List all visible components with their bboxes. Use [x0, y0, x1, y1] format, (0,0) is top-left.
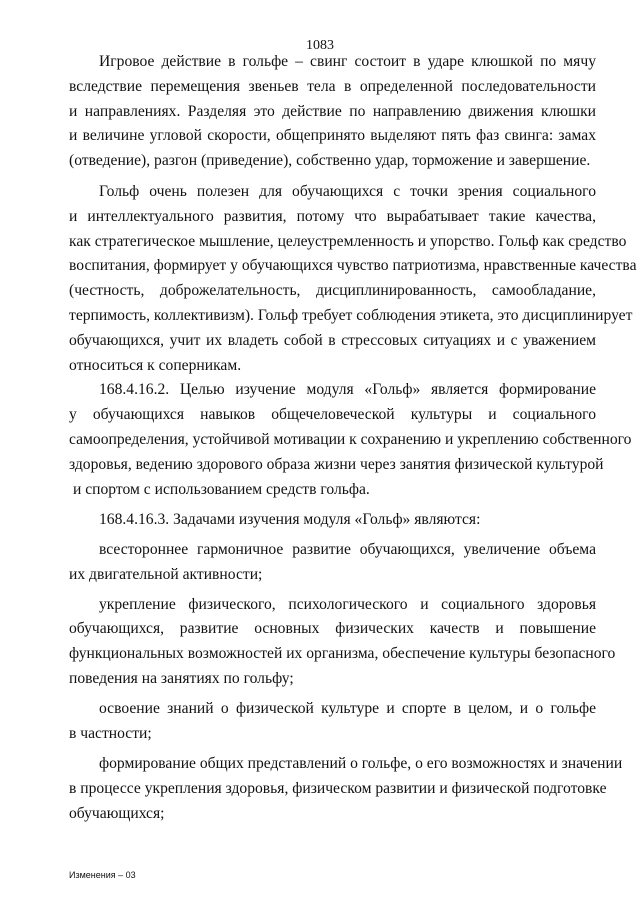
text-line: (честность, доброжелательность, дисциплинированность, самообладание,: [69, 282, 596, 299]
text-line: 168.4.16.2. Целью изучение модуля «Гольф» является формирование: [99, 381, 596, 398]
text-line: (отведение), разгон (приведение), собственно удар, торможение и завершение.: [69, 152, 591, 169]
text-line: обучающихся, развитие основных физических качеств и повышение: [69, 620, 596, 637]
text-line: укрепление физического, психологического и социального здоровья: [99, 596, 596, 613]
text-line: как стратегическое мышление, целеустремленность и упорство. Гольф как средство: [69, 233, 627, 250]
footer-revision: Изменения – 03: [69, 870, 136, 880]
text-line: обучающихся, учит их владеть собой в стрессовых ситуациях и с уважением: [69, 332, 596, 349]
text-line: и направлениях. Разделяя это действие по направлению движения клюшки: [69, 103, 596, 120]
text-line: и величине угловой скорости, общепринято выделяют пять фаз свинга: замах: [69, 127, 596, 144]
text-line: терпимость, коллективизм). Гольф требует соблюдения этикета, это дисциплинирует: [69, 307, 633, 324]
page-number: 1083: [306, 38, 334, 53]
text-line: здоровья, ведению здорового образа жизни через занятия физической культурой: [69, 456, 604, 473]
text-line: их двигательной активности;: [69, 566, 263, 583]
text-line: и спортом с использованием средств гольфа.: [73, 481, 370, 498]
text-line: освоение знаний о физической культуре и спорте в целом, и о гольфе: [99, 700, 596, 717]
text-line: Игровое действие в гольфе – свинг состоит в ударе клюшкой по мячу: [99, 53, 596, 70]
text-line: всестороннее гармоничное развитие обучающихся, увеличение объема: [99, 541, 596, 558]
text-line: у обучающихся навыков общечеловеческой культуры и социального: [69, 406, 596, 423]
text-line: 168.4.16.3. Задачами изучения модуля «Гольф» являются:: [99, 511, 481, 528]
text-line: вследствие перемещения звеньев тела в определенной последовательности: [69, 78, 596, 95]
text-line: Гольф очень полезен для обучающихся с точки зрения социального: [99, 183, 596, 200]
text-line: воспитания, формирует у обучающихся чувство патриотизма, нравственные качества: [69, 257, 637, 274]
text-line: в частности;: [69, 725, 152, 742]
text-line: формирование общих представлений о гольфе, о его возможностях и значении: [99, 755, 623, 772]
text-line: функциональных возможностей их организма, обеспечение культуры безопасного: [69, 645, 616, 662]
text-line: обучающихся;: [69, 805, 165, 822]
text-line: самоопределения, устойчивой мотивации к сохранению и укреплению собственного: [69, 431, 632, 448]
text-line: поведения на занятиях по гольфу;: [69, 670, 294, 687]
text-line: относиться к соперникам.: [69, 357, 242, 374]
text-line: и интеллектуального развития, потому что вырабатывает такие качества,: [69, 208, 596, 225]
text-line: в процессе укрепления здоровья, физическом развитии и физической подготовке: [69, 780, 607, 797]
